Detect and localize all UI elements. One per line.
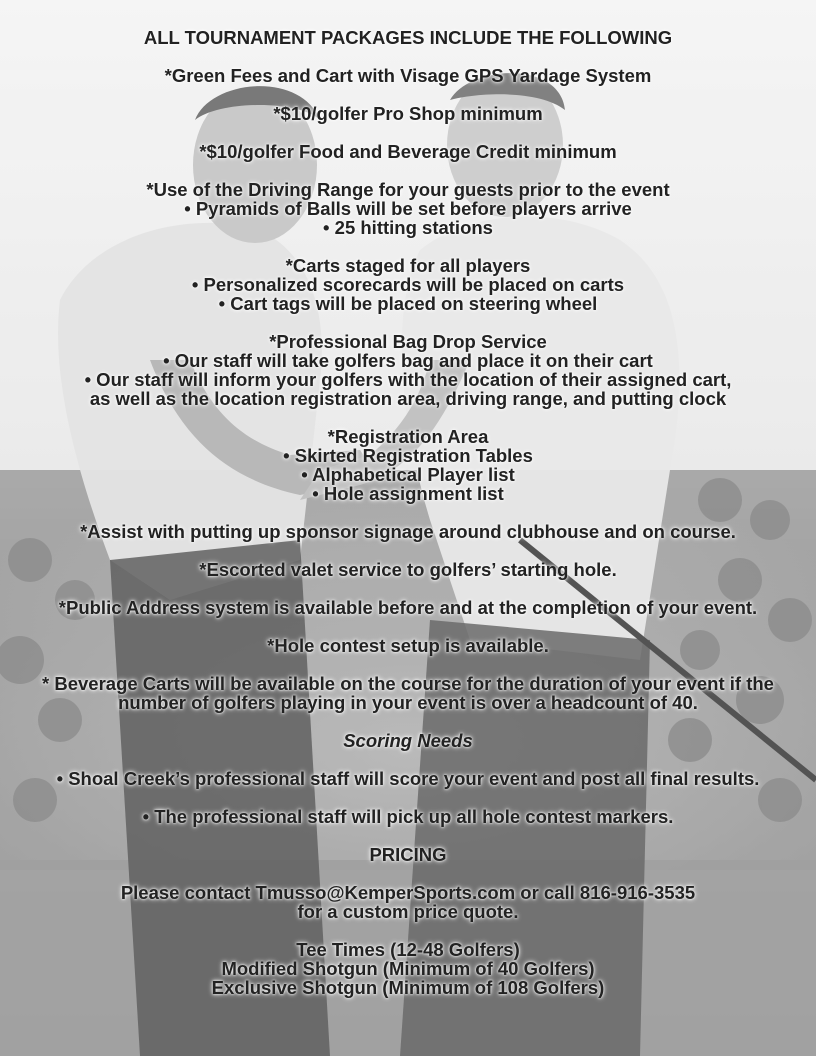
bag-drop-heading: *Professional Bag Drop Service — [269, 331, 547, 352]
pa-system-line: *Public Address system is available before and at the completion of your event. — [58, 597, 758, 618]
hole-contest-line: *Hole contest setup is available. — [267, 635, 549, 656]
pro-shop-line: *$10/golfer Pro Shop minimum — [273, 103, 543, 124]
driving-range-heading: *Use of the Driving Range for your guests prior to the event — [146, 179, 670, 200]
scoring-item: • Shoal Creek’s professional staff will score your event and post all final results. — [56, 768, 760, 789]
beverage-carts-line: * Beverage Carts will be available on the course for the duration of your event if the — [42, 673, 774, 694]
registration-item: • Alphabetical Player list — [301, 464, 515, 485]
scoring-item: • The professional staff will pick up all hole contest markers. — [142, 806, 674, 827]
registration-item: • Skirted Registration Tables — [283, 445, 533, 466]
bag-drop-item: as well as the location registration area, driving range, and putting clock — [89, 388, 727, 409]
pricing-heading: PRICING — [369, 844, 447, 865]
food-beverage-line: *$10/golfer Food and Beverage Credit minimum — [199, 141, 617, 162]
pricing-option: Exclusive Shotgun (Minimum of 108 Golfers) — [211, 977, 605, 998]
bag-drop-item: • Our staff will take golfers bag and place it on their cart — [163, 350, 653, 371]
contact-line: Please contact Tmusso@KemperSports.com or call 816-916-3535 — [120, 882, 696, 903]
signage-line: *Assist with putting up sponsor signage around clubhouse and on course. — [80, 521, 736, 542]
valet-line: *Escorted valet service to golfers’ starting hole. — [199, 559, 617, 580]
registration-item: • Hole assignment list — [312, 483, 504, 504]
contact-line: for a custom price quote. — [297, 901, 519, 922]
carts-item: • Cart tags will be placed on steering wheel — [218, 293, 598, 314]
carts-heading: *Carts staged for all players — [285, 255, 531, 276]
driving-range-item: • 25 hitting stations — [323, 217, 493, 238]
beverage-carts-line: number of golfers playing in your event is over a headcount of 40. — [118, 692, 698, 713]
page-title: ALL TOURNAMENT PACKAGES INCLUDE THE FOLLOWING — [143, 27, 673, 48]
scoring-heading: Scoring Needs — [343, 730, 473, 751]
driving-range-item: • Pyramids of Balls will be set before players arrive — [184, 198, 632, 219]
bag-drop-item: • Our staff will inform your golfers with the location of their assigned cart, — [84, 369, 732, 390]
pricing-option: Tee Times (12-48 Golfers) — [296, 939, 520, 960]
pricing-option: Modified Shotgun (Minimum of 40 Golfers) — [221, 958, 595, 979]
green-fees-line: *Green Fees and Cart with Visage GPS Yardage System — [164, 65, 652, 86]
carts-item: • Personalized scorecards will be placed on carts — [191, 274, 625, 295]
registration-heading: *Registration Area — [327, 426, 489, 447]
